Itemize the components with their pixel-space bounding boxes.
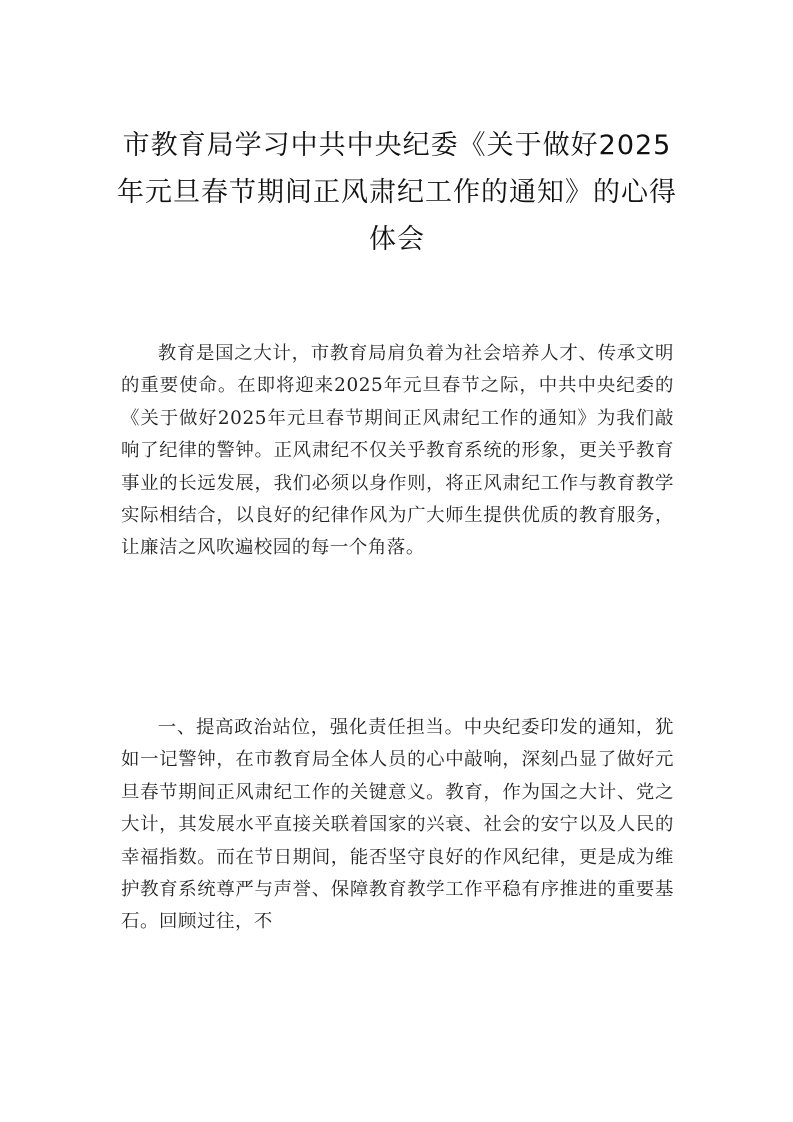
body-paragraph: 一、提高政治站位，强化责任担当。中央纪委印发的通知，犹如一记警钟，在市教育局全体人员的心中敲响，深刻凸显了做好元旦春节期间正风肃纪工作的关键意义。教育，作为国之大计、党之大计，其发展水平直接关联着国家的兴衰、社会的安宁以及人民的幸福指数。而在节日期间，能否坚守良好的作风纪律，更是成为维护教育系统尊严与声誉、保障教育教学工作平稳有序推进的重要基石。回顾过往，不	[121, 717, 674, 933]
body-paragraph: 教育是国之大计，市教育局肩负着为社会培养人才、传承文明的重要使命。在即将迎来2025年元旦春节之际，中共中央纪委的《关于做好2025年元旦春节期间正风肃纪工作的通知》为我们敲响了纪律的警钟。正风肃纪不仅关乎教育系统的形象，更关乎教育事业的长远发展，我们必须以身作则，将正风肃纪工作与教育教学实际相结合，以良好的纪律作风为广大师生提供优质的教育服务，让廉洁之风吹遍校园的每一个角落。	[121, 343, 674, 559]
document-title: 市教育局学习中共中央纪委《关于做好2025年元旦春节期间正风肃纪工作的通知》的心得体会	[117, 130, 677, 255]
